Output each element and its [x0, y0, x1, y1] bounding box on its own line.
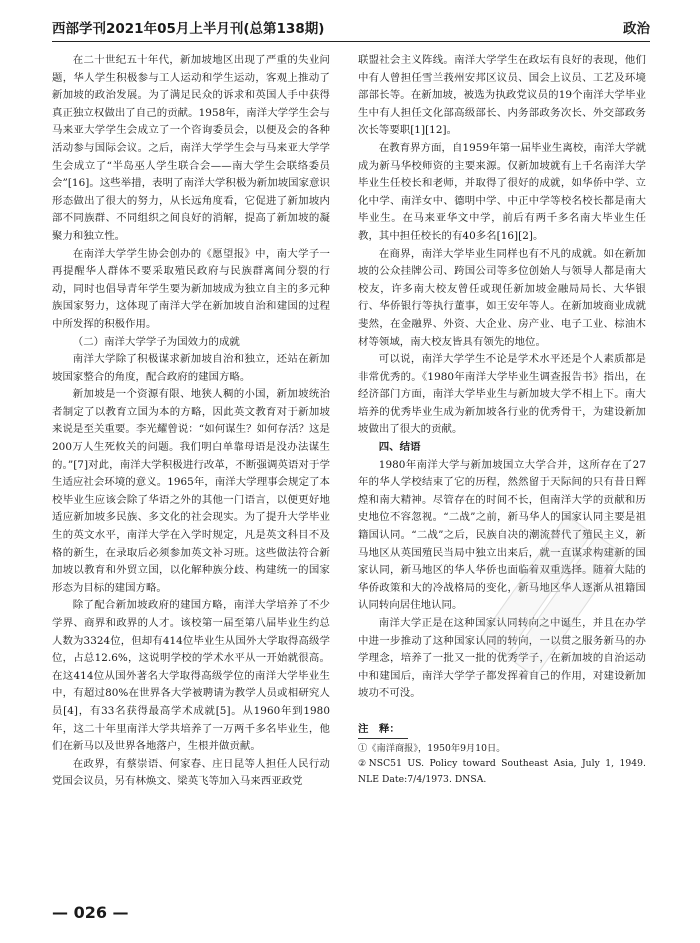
paragraph: 1980年南洋大学与新加坡国立大学合并，这所存在了27年的华人学校结束了它的历程，然然留于天际间的只有昔日辉煌和南大精神。尽管存在的时间不长，但南洋大学的贡献和历史地位不容忽视。“二战”之前，新马华人的国家认同主要是祖籍国认同。“二战”之后，民族自决的潮流替代了殖民主义，新马地区从英国殖民当局中独立出来后，就一直谋求构建新的国家认同，新马地区的华人华侨也面临着双重选择。随着大陆的华侨政策和大的冷战格局的变化，新马地区华人逐渐从祖籍国认同转向居住地认同。 — [358, 458, 646, 612]
paragraph: 南洋大学除了积极谋求新加坡自治和独立，还站在新加坡国家整合的角度，配合政府的建国方略。 — [52, 353, 330, 383]
paragraph: 可以说，南洋大学学生不论是学术水平还是个人素质都是非常优秀的。《1980年南洋大学毕业生调查报告书》指出，在经济部门方面，南洋大学毕业生与新加坡大学不相上下。南大培养的优秀毕业生成为新加坡各行业的优秀骨干，为建设新加坡做出了很大的贡献。 — [358, 353, 646, 436]
conclusion-heading: 四、结语 — [378, 441, 421, 454]
subsection-heading: （二）南洋大学学子为国效力的成就 — [72, 335, 240, 348]
section-label: 政治 — [623, 21, 650, 37]
note-item: ②NSC51 US. Policy toward Southeast Asia, July 1, 1949. NLE Date:7/4/1973. DNSA. — [358, 758, 646, 785]
paragraph: 在教育界方面，自1959年第一届毕业生离校，南洋大学就成为新马华校师资的主要来源。仅新加坡就有上千名南洋大学毕业生任校长和老师，并取得了很好的成就，如华侨中学、立化中学、南洋女中、德明中学、中正中学等校名校长都是南大毕业生。在马来亚华文中学，前后有两千多名南大毕业生任教，其中担任校长的有40多名[16][2]。 — [358, 141, 646, 242]
paragraph: 在政界，有蔡崇语、何家春、庄日昆等人担任人民行动党国会议员，另有林焕文、梁英飞等加入马来西亚政党 — [52, 757, 330, 788]
paragraph: 在二十世纪五十年代，新加坡地区出现了严重的失业问题，华人学生积极参与工人运动和学生运动，客观上推动了新加坡的政治发展。为了满足民众的诉求和英国人手中获得真正独立权做出了自己的贡献。1958年，南洋大学学生会与马来亚大学学生会成立了一个咨询委员会，以便及会的各种活动参与国际会议。之后，南洋大学学生会与马来亚大学学生会成立了“半岛巫人学生联合会——南大学生会联络委员会”[16]。这些举措，表明了南洋大学积极为新加坡国家意识形态做出了很大的努力，从长远角度看，它促进了新加坡内部不同族群、不同组织之间良好的消解，提高了新加坡的凝聚力和独立性。 — [52, 54, 330, 242]
paragraph: 新加坡是一个资源有限、地狭人稠的小国，新加坡统治者制定了以教育立国为本的方略，因此英文教育对于新加坡来说是至关重要。李光耀曾说：“如何谋生？如何存活？这是200万人生死攸关的问题。我们明白单靠母语是没办法谋生的。”[7]对此，南洋大学积极进行改革，不断强调英语对于学生适应社会环境的意义。1965年，南洋大学理事会规定了本校毕业生应该会除了华语之外的其他一门语言，以便更好地适应新加坡多民族、多文化的社会现实。为了提升大学毕业生的英文水平，南洋大学在入学时规定，凡是英文科目不及格的新生，在录取后必须参加英文补习班。这些做法符合新加坡以教育和外贸立国，以化解种族分歧、构建统一的国家形态为目标的建国方略。 — [52, 388, 330, 594]
paragraph: 南洋大学正是在这种国家认同转向之中诞生，并且在办学中进一步推动了这种国家认同的转向，一以贯之服务新马的办学理念，培养了一批又一批的优秀学子，在新加坡的自治运动中和建国后，南洋大学学子都发挥着自己的作用，对建设新加坡功不可没。 — [358, 617, 646, 700]
page-number: — 026 — — [52, 903, 129, 922]
notes-list — [358, 741, 646, 788]
journal-title: 西部学刊2021年05月上半月刊(总第138期) — [52, 21, 325, 37]
page-header — [52, 15, 650, 42]
right-column — [358, 52, 646, 787]
paragraph: 在商界，南洋大学毕业生同样也有不凡的成就。如在新加坡的公众挂牌公司、跨国公司等多位创始人与领导人都是南大校友，许多南大校友曾任或现任新加坡金融局局长、大华银行、华侨银行等执行董事，如王安年等人。在新加坡商业成就斐然，在金融界、外资、大企业、房产业、电子工业、棕油木材等领域，南大校友皆具有领先的地位。 — [358, 247, 646, 348]
notes-section — [358, 721, 646, 788]
paragraph: 除了配合新加坡政府的建国方略，南洋大学培养了不少学界、商界和政界的人才。该校第一届至第八届毕业生约总人数为3324位，但却有414位毕业生从国外大学取得高级学位，占总12.6%，这说明学校的学术水平从一开始就很高。在这414位从国外著名大学取得高级学位的南洋大学毕业生中，有超过80%在世界各大学被聘请为教学人员或相研究人员[4]，有33名获得最高学术成就[5]。从1960年到1980年，这二十年里南洋大学共培养了一万两千多名毕业生，他们在新马以及世界各地落户，生根并做贡献。 — [52, 599, 330, 753]
paragraph: 联盟社会主义阵线。南洋大学学生在政坛有良好的表现，他们中有人曾担任雪兰莪州安邦区议员、国会上议员、工艺及环境部部长等。在新加坡，被选为执政党议员的19个南洋大学毕业生中有人担任文化部高级部长、内务部政务次长、外交部政务次长等要职[1][12]。 — [358, 54, 646, 137]
paragraph: 在南洋大学学生协会创办的《愿望报》中，南大学子一再提醒华人群体不要采取殖民政府与民族群离间分裂的行动，同时也倡导青年学生要为新加坡成为独立自主的多元种族国家努力，这体现了南洋大学在新加坡自治和建国的过程中所发挥的积极作用。 — [52, 247, 330, 330]
note-item: ①《南洋商报》，1950年9月10日。 — [358, 742, 506, 754]
notes-title: 注 释： — [358, 721, 408, 739]
left-column — [52, 52, 330, 791]
